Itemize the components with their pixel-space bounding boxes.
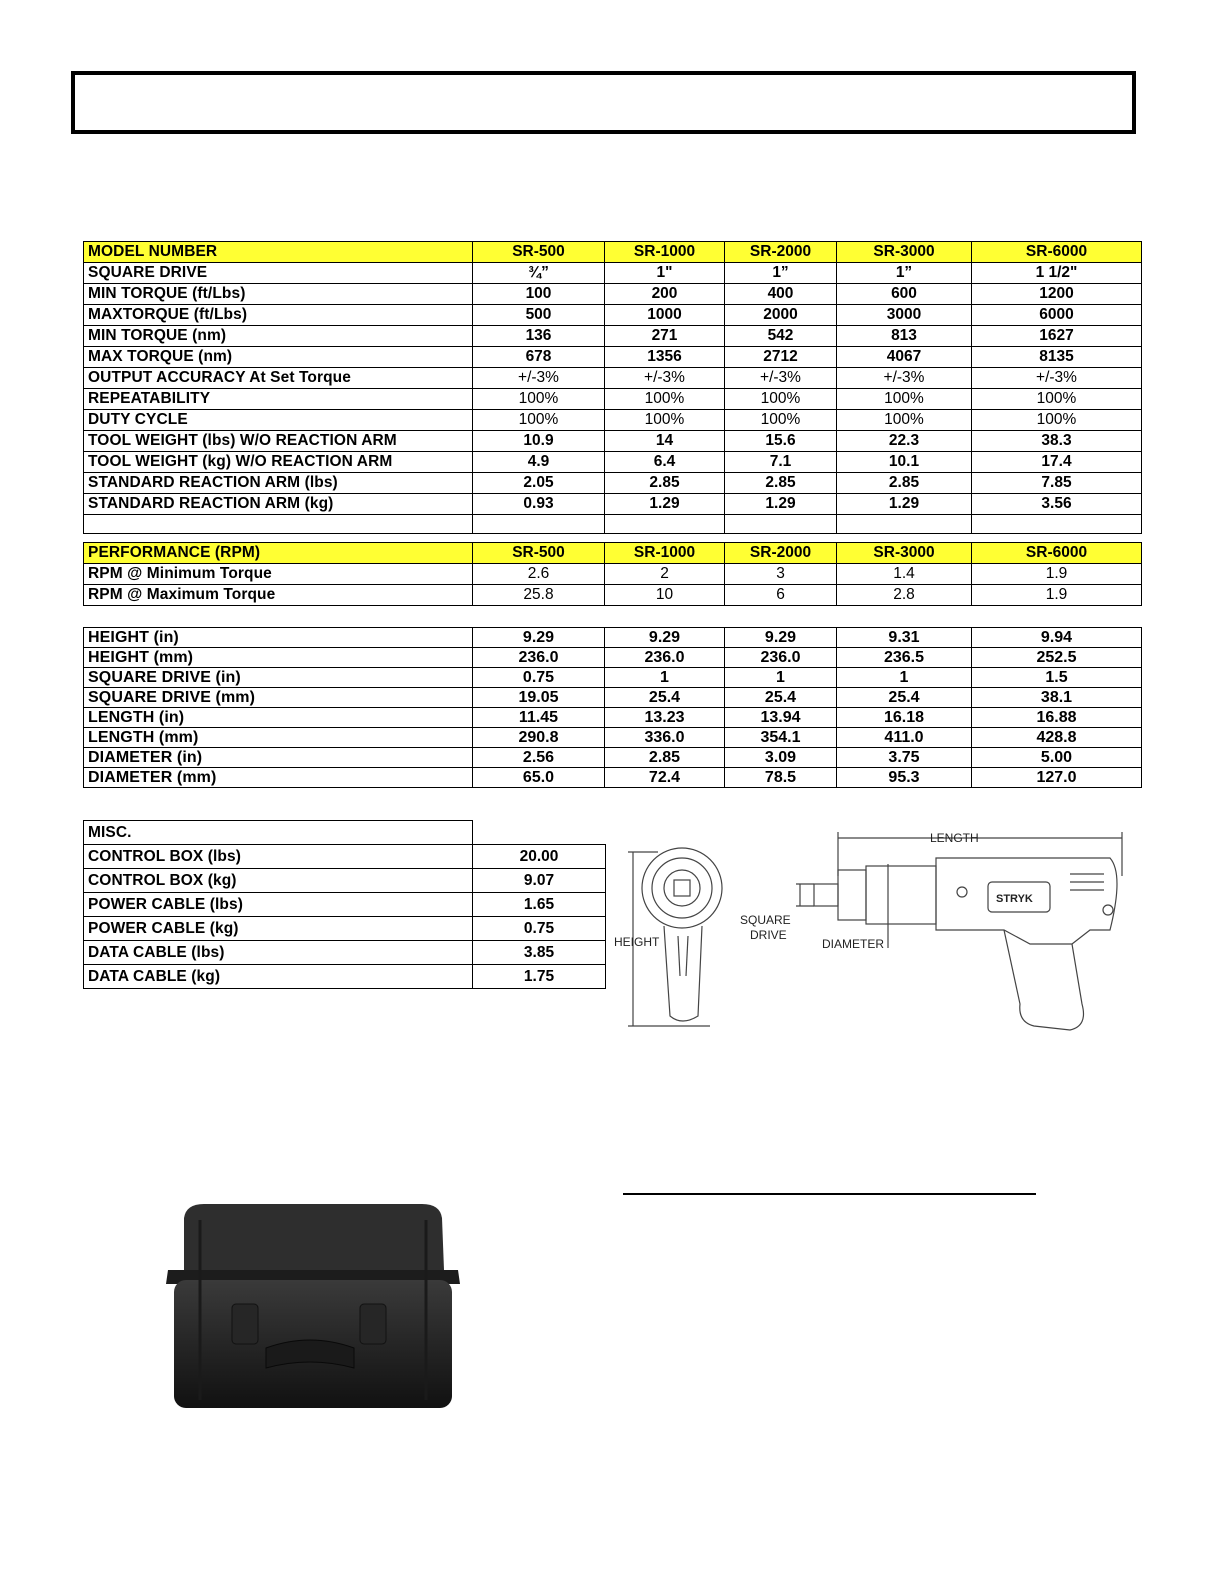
table-cell: 1.4 <box>837 564 972 585</box>
table-cell: 4067 <box>837 347 972 368</box>
table-cell: 19.05 <box>473 688 605 708</box>
row-label: TOOL WEIGHT (lbs) W/O REACTION ARM <box>84 431 473 452</box>
table-cell: 9.31 <box>837 628 972 648</box>
table-cell: 1 <box>837 668 972 688</box>
table-cell: 236.5 <box>837 648 972 668</box>
row-label: RPM @ Maximum Torque <box>84 585 473 606</box>
case-latch <box>232 1304 258 1344</box>
performance-header-row <box>84 543 1142 564</box>
tool-dimension-diagram <box>610 826 1130 1038</box>
table-cell: 11.45 <box>473 708 605 728</box>
table-row <box>84 748 1142 768</box>
row-label: TOOL WEIGHT (kg) W/O REACTION ARM <box>84 452 473 473</box>
table-cell: 100% <box>725 389 837 410</box>
row-label: DATA CABLE (lbs) <box>84 941 473 965</box>
row-label: MIN TORQUE (nm) <box>84 326 473 347</box>
table-cell: 127.0 <box>972 768 1142 788</box>
header-cell: MODEL NUMBER <box>84 242 473 263</box>
table-cell: 10 <box>605 585 725 606</box>
table-row <box>84 263 1142 284</box>
performance-table <box>83 542 1142 606</box>
table-cell: 2.05 <box>473 473 605 494</box>
table-cell: +/-3% <box>605 368 725 389</box>
table-cell: 200 <box>605 284 725 305</box>
table-row <box>84 452 1142 473</box>
table-cell: 25.4 <box>725 688 837 708</box>
table-cell: 9.94 <box>972 628 1142 648</box>
table-cell: 428.8 <box>972 728 1142 748</box>
table-cell: 136 <box>473 326 605 347</box>
row-label: MAX TORQUE (nm) <box>84 347 473 368</box>
tool-screw <box>1103 905 1113 915</box>
table-cell: 22.3 <box>837 431 972 452</box>
table-cell: 2.8 <box>837 585 972 606</box>
dimensions-table <box>83 627 1142 788</box>
table-cell: 9.29 <box>473 628 605 648</box>
table-cell: 15.6 <box>725 431 837 452</box>
row-label: LENGTH (mm) <box>84 728 473 748</box>
blank-row <box>84 515 1142 534</box>
table-cell: 678 <box>473 347 605 368</box>
table-cell: 1 <box>725 668 837 688</box>
table-cell: 600 <box>837 284 972 305</box>
row-label: DUTY CYCLE <box>84 410 473 431</box>
tool-gearbox <box>866 866 936 924</box>
table-cell: 400 <box>725 284 837 305</box>
handle-groove <box>686 936 688 976</box>
table-cell: 10.9 <box>473 431 605 452</box>
table-row <box>84 368 1142 389</box>
table-row <box>84 768 1142 788</box>
table-row <box>84 410 1142 431</box>
blank-cell <box>473 515 605 534</box>
table-cell: 2000 <box>725 305 837 326</box>
header-cell: PERFORMANCE (RPM) <box>84 543 473 564</box>
table-row <box>84 305 1142 326</box>
table-row <box>84 628 1142 648</box>
table-cell: 236.0 <box>605 648 725 668</box>
table-cell: 252.5 <box>972 648 1142 668</box>
diameter-label: DIAMETER <box>822 937 885 951</box>
header-cell: SR-3000 <box>837 543 972 564</box>
blank-cell <box>837 515 972 534</box>
table-row <box>84 564 1142 585</box>
table-cell: 6.4 <box>605 452 725 473</box>
table-cell: 100% <box>473 389 605 410</box>
height-label: HEIGHT <box>614 935 660 949</box>
table-cell: 25.4 <box>837 688 972 708</box>
table-cell: 2712 <box>725 347 837 368</box>
row-label: STANDARD REACTION ARM (kg) <box>84 494 473 515</box>
header-cell: SR-500 <box>473 543 605 564</box>
table-row <box>84 965 606 989</box>
table-cell: 2.85 <box>605 748 725 768</box>
blank-cell <box>605 515 725 534</box>
misc-header-row <box>84 821 606 845</box>
header-cell: SR-3000 <box>837 242 972 263</box>
table-cell: 13.23 <box>605 708 725 728</box>
table-cell: 236.0 <box>473 648 605 668</box>
tool-gear-head <box>838 870 866 920</box>
case-latch <box>360 1304 386 1344</box>
table-cell: 1627 <box>972 326 1142 347</box>
table-row <box>84 893 606 917</box>
table-cell: 3.85 <box>473 941 606 965</box>
table-cell: 100 <box>473 284 605 305</box>
table-cell: 4.9 <box>473 452 605 473</box>
table-cell: 13.94 <box>725 708 837 728</box>
table-cell: 1 <box>605 668 725 688</box>
table-cell: 411.0 <box>837 728 972 748</box>
table-cell: 38.1 <box>972 688 1142 708</box>
header-cell: SR-6000 <box>972 543 1142 564</box>
square-drive-label: DRIVE <box>750 928 787 942</box>
table-cell: 10.1 <box>837 452 972 473</box>
table-cell: 1.29 <box>605 494 725 515</box>
row-label: DATA CABLE (kg) <box>84 965 473 989</box>
header-cell: SR-2000 <box>725 543 837 564</box>
table-row <box>84 585 1142 606</box>
table-cell: 1.29 <box>837 494 972 515</box>
row-label: RPM @ Minimum Torque <box>84 564 473 585</box>
table-cell: 8135 <box>972 347 1142 368</box>
table-cell: 16.18 <box>837 708 972 728</box>
table-cell: 2.85 <box>605 473 725 494</box>
table-cell: 2 <box>605 564 725 585</box>
row-label: DIAMETER (in) <box>84 748 473 768</box>
header-cell: SR-6000 <box>972 242 1142 263</box>
header-cell: SR-500 <box>473 242 605 263</box>
table-cell: 0.93 <box>473 494 605 515</box>
table-row <box>84 668 1142 688</box>
table-cell: 1200 <box>972 284 1142 305</box>
table-cell: 3 <box>725 564 837 585</box>
table-cell: 1.9 <box>972 585 1142 606</box>
tool-pistol-grip <box>1004 930 1084 1030</box>
table-cell: +/-3% <box>972 368 1142 389</box>
table-cell: 3.09 <box>725 748 837 768</box>
table-cell: 3.56 <box>972 494 1142 515</box>
row-label: CONTROL BOX (kg) <box>84 869 473 893</box>
tool-front-handle <box>664 926 702 1021</box>
table-cell: 38.3 <box>972 431 1142 452</box>
row-label: DIAMETER (mm) <box>84 768 473 788</box>
table-cell: +/-3% <box>837 368 972 389</box>
table-row <box>84 494 1142 515</box>
table-cell: 354.1 <box>725 728 837 748</box>
table-cell: 25.4 <box>605 688 725 708</box>
tool-front-outer <box>642 848 722 928</box>
table-cell: 500 <box>473 305 605 326</box>
table-cell: 5.00 <box>972 748 1142 768</box>
handle-groove <box>678 936 680 976</box>
blank-cell <box>725 515 837 534</box>
row-label: MAXTORQUE (ft/Lbs) <box>84 305 473 326</box>
table-cell: 25.8 <box>473 585 605 606</box>
row-label: REPEATABILITY <box>84 389 473 410</box>
row-label: SQUARE DRIVE <box>84 263 473 284</box>
row-label: MIN TORQUE (ft/Lbs) <box>84 284 473 305</box>
tool-front-drive <box>674 880 690 896</box>
table-row <box>84 728 1142 748</box>
table-row <box>84 648 1142 668</box>
table-cell: 100% <box>972 410 1142 431</box>
table-cell: 9.29 <box>605 628 725 648</box>
spec-table <box>83 241 1142 534</box>
table-cell: 1.29 <box>725 494 837 515</box>
table-row <box>84 326 1142 347</box>
table-cell: 1” <box>725 263 837 284</box>
row-label: STANDARD REACTION ARM (lbs) <box>84 473 473 494</box>
table-cell: +/-3% <box>473 368 605 389</box>
table-cell: 3000 <box>837 305 972 326</box>
length-label: LENGTH <box>930 831 979 845</box>
table-row <box>84 389 1142 410</box>
table-cell: 7.85 <box>972 473 1142 494</box>
header-cell: SR-1000 <box>605 543 725 564</box>
table-cell: 0.75 <box>473 668 605 688</box>
blank-cell <box>84 515 473 534</box>
carrying-case-image <box>160 1200 466 1416</box>
table-cell: 7.1 <box>725 452 837 473</box>
table-cell: 0.75 <box>473 917 606 941</box>
table-cell: 16.88 <box>972 708 1142 728</box>
table-cell: 6 <box>725 585 837 606</box>
header-box <box>71 71 1136 134</box>
blank-cell <box>473 821 606 845</box>
table-row <box>84 941 606 965</box>
table-cell: 100% <box>473 410 605 431</box>
table-cell: 2.6 <box>473 564 605 585</box>
table-cell: 78.5 <box>725 768 837 788</box>
table-cell: 1.9 <box>972 564 1142 585</box>
header-cell: SR-2000 <box>725 242 837 263</box>
table-cell: 542 <box>725 326 837 347</box>
row-label: CONTROL BOX (lbs) <box>84 845 473 869</box>
table-cell: 1” <box>837 263 972 284</box>
square-drive-label: SQUARE <box>740 913 791 927</box>
table-row <box>84 845 606 869</box>
header-cell: SR-1000 <box>605 242 725 263</box>
table-row <box>84 284 1142 305</box>
tool-front-ring <box>652 858 712 918</box>
table-row <box>84 473 1142 494</box>
misc-table <box>83 820 606 989</box>
row-label: LENGTH (in) <box>84 708 473 728</box>
row-label: POWER CABLE (kg) <box>84 917 473 941</box>
row-label: OUTPUT ACCURACY At Set Torque <box>84 368 473 389</box>
misc-title: MISC. <box>84 821 473 845</box>
table-cell: 3.75 <box>837 748 972 768</box>
tool-screw <box>957 887 967 897</box>
table-cell: 100% <box>725 410 837 431</box>
row-label: SQUARE DRIVE (in) <box>84 668 473 688</box>
table-cell: 1.65 <box>473 893 606 917</box>
table-cell: 100% <box>605 410 725 431</box>
table-cell: 6000 <box>972 305 1142 326</box>
blank-cell <box>972 515 1142 534</box>
table-cell: 1356 <box>605 347 725 368</box>
table-cell: 813 <box>837 326 972 347</box>
table-cell: 2.85 <box>725 473 837 494</box>
table-cell: 9.07 <box>473 869 606 893</box>
table-cell: 1000 <box>605 305 725 326</box>
table-cell: 95.3 <box>837 768 972 788</box>
table-cell: 236.0 <box>725 648 837 668</box>
divider-line <box>623 1193 1036 1195</box>
table-cell: 20.00 <box>473 845 606 869</box>
spec-header-row <box>84 242 1142 263</box>
table-cell: 1" <box>605 263 725 284</box>
row-label: SQUARE DRIVE (mm) <box>84 688 473 708</box>
table-cell: 1.75 <box>473 965 606 989</box>
table-cell: 17.4 <box>972 452 1142 473</box>
table-cell: 336.0 <box>605 728 725 748</box>
table-cell: 290.8 <box>473 728 605 748</box>
table-cell: 2.85 <box>837 473 972 494</box>
table-cell: 2.56 <box>473 748 605 768</box>
brand-logo: STRYK <box>996 893 1033 905</box>
table-cell: 100% <box>605 389 725 410</box>
table-row <box>84 917 606 941</box>
table-cell: 14 <box>605 431 725 452</box>
table-cell: 271 <box>605 326 725 347</box>
table-row <box>84 869 606 893</box>
table-cell: +/-3% <box>725 368 837 389</box>
table-cell: 72.4 <box>605 768 725 788</box>
row-label: HEIGHT (in) <box>84 628 473 648</box>
table-cell: 100% <box>837 410 972 431</box>
row-label: POWER CABLE (lbs) <box>84 893 473 917</box>
table-cell: 65.0 <box>473 768 605 788</box>
table-cell: 1 1/2" <box>972 263 1142 284</box>
table-cell: 1.5 <box>972 668 1142 688</box>
case-lid <box>184 1204 444 1270</box>
table-row <box>84 708 1142 728</box>
tool-square-drive <box>814 884 838 906</box>
table-row <box>84 347 1142 368</box>
tool-front-socket <box>664 870 700 906</box>
table-cell: 9.29 <box>725 628 837 648</box>
table-row <box>84 431 1142 452</box>
row-label: HEIGHT (mm) <box>84 648 473 668</box>
table-row <box>84 688 1142 708</box>
table-cell: 100% <box>972 389 1142 410</box>
table-cell: 100% <box>837 389 972 410</box>
table-cell: ¾” <box>473 263 605 284</box>
